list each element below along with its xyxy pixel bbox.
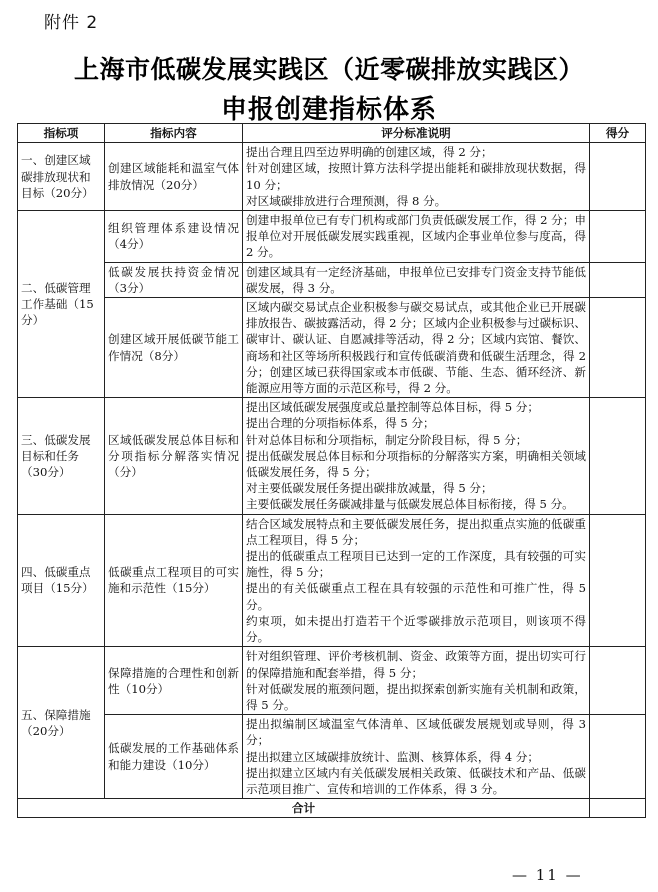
criteria-line: 约束项，如未提出打造若干个近零碳排放示范项目，则该项不得分。 (246, 613, 586, 645)
criteria-line: 针对低碳发展的瓶颈问题，提出拟探索创新实施有关机制和政策，得 5 分。 (246, 681, 586, 712)
page-number: — 11 — (512, 866, 583, 884)
criteria-line: 创建区域具有一定经济基础，申报单位已安排专门资金支持节能低碳发展，得 3 分。 (246, 264, 586, 295)
criteria-line: 提出区域低碳发展强度或总量控制等总体目标，得 5 分； (246, 400, 539, 415)
criteria-cell (243, 211, 590, 263)
score-cell[interactable] (590, 398, 646, 514)
criteria-cell (243, 143, 590, 211)
category-cell: 五、保障措施（20分） (18, 647, 105, 799)
score-cell[interactable] (590, 298, 646, 398)
table-row (18, 514, 646, 647)
table-row (18, 298, 646, 398)
criteria-line: 提出合理的分项指标体系，得 5 分； (246, 416, 435, 431)
score-cell[interactable] (590, 211, 646, 263)
criteria-line: 提出的有关低碳重点工程在具有较强的示范性和可推广性，得 5 分。 (246, 581, 586, 612)
category-cell: 三、低碳发展目标和任务（30分） (18, 398, 105, 514)
criteria-line: 提出拟建立区域碳排放统计、监测、核算体系，得 4 分； (246, 749, 539, 764)
table-row (18, 211, 646, 263)
criteria-line: 区域内碳交易试点企业积极参与碳交易试点，或其他企业已开展碳排放报告、碳披露活动，得 2 分；区域内企业积极参与过碳标识、碳审计、碳认证、自愿减排等活动，得 2 分；区域内宾馆、餐饮、商场和社区等场所积极践行和宣传低碳消费和低碳生活理念，得 2 分；创建区域已获得国家或本市低碳、节能、生态、循环经济、新能源应用等方面的示范区称号，得 2 分。 (246, 300, 586, 396)
total-label: 合计 (18, 799, 590, 818)
table-header-row (18, 124, 646, 143)
score-cell[interactable] (590, 647, 646, 715)
criteria-line: 针对组织管理、评价考核机制、资金、政策等方面，提出切实可行的保障措施和配套举措，得 5 分； (246, 649, 586, 680)
category-cell: 二、低碳管理工作基础（15分） (18, 211, 105, 398)
table-row (18, 715, 646, 799)
score-cell[interactable] (590, 514, 646, 647)
criteria-cell (243, 647, 590, 715)
criteria-line: 提出合理且四至边界明确的创建区域，得 2 分； (246, 145, 493, 160)
table-body (18, 143, 646, 799)
score-cell[interactable] (590, 715, 646, 799)
score-cell[interactable] (590, 262, 646, 297)
header-content: 指标内容 (105, 124, 243, 143)
content-cell: 保障措施的合理性和创新性（10分） (105, 647, 243, 715)
criteria-cell (243, 398, 590, 514)
header-criteria: 评分标准说明 (243, 124, 590, 143)
document-subtitle: 申报创建指标体系 (220, 95, 437, 125)
document-title: 上海市低碳发展实践区（近零碳排放实践区） (73, 55, 584, 84)
header-score: 得分 (590, 124, 646, 143)
criteria-line: 对主要低碳发展任务提出碳排放减量，得 5 分； (246, 481, 493, 496)
table-row (18, 647, 646, 715)
criteria-line: 结合区域发展特点和主要低碳发展任务，提出拟重点实施的低碳重点工程项目，得 5 分； (246, 516, 586, 547)
category-cell: 四、低碳重点项目（15分） (18, 514, 105, 647)
criteria-line: 提出的低碳重点工程项目已达到一定的工作深度，具有较强的可实施性，得 5 分； (246, 549, 586, 580)
table-row (18, 262, 646, 297)
score-cell[interactable] (590, 143, 646, 211)
criteria-line: 提出低碳发展总体目标和分项指标的分解落实方案，明确相关领域低碳发展任务，得 5 分； (246, 448, 586, 480)
criteria-line: 主要低碳发展任务碳减排量与低碳发展总体目标衔接，得 5 分。 (246, 497, 574, 512)
content-cell: 低碳发展的工作基础体系和能力建设（10分） (105, 715, 243, 799)
criteria-line: 创建申报单位已有专门机构或部门负责低碳发展工作，得 2 分；申报单位对开展低碳发展实践重视，区域内企事业单位参与度高，得 2 分。 (246, 213, 586, 260)
content-cell: 低碳发展扶持资金情况（3分） (105, 262, 243, 297)
indicator-table (17, 123, 646, 818)
content-cell: 区域低碳发展总体目标和分项指标分解落实情况（分） (105, 398, 243, 514)
table-row (18, 143, 646, 211)
criteria-cell (243, 715, 590, 799)
annex-label: 附件 2 (44, 13, 99, 33)
criteria-cell (243, 514, 590, 647)
criteria-cell (243, 262, 590, 297)
table-row (18, 398, 646, 514)
content-cell: 创建区域开展低碳节能工作情况（8分） (105, 298, 243, 398)
content-cell: 低碳重点工程项目的可实施和示范性（15分） (105, 514, 243, 647)
content-cell: 创建区域能耗和温室气体排放情况（20分） (105, 143, 243, 211)
criteria-line: 提出拟建立区域内有关低碳发展相关政策、低碳技术和产品、低碳示范项目推广、宣传和培训的工作体系，得 3 分。 (246, 765, 586, 796)
criteria-line: 提出拟编制区域温室气体清单、区域低碳发展规划或导则，得 3 分； (246, 717, 586, 748)
total-row (18, 799, 646, 818)
criteria-cell (243, 298, 590, 398)
category-cell: 一、创建区域碳排放现状和目标（20分） (18, 143, 105, 211)
criteria-line: 对区域碳排放进行合理预测，得 8 分。 (246, 193, 447, 208)
header-category: 指标项 (18, 124, 105, 143)
criteria-line: 针对总体目标和分项指标，制定分阶段目标，得 5 分； (246, 432, 528, 447)
total-score-cell (590, 799, 646, 818)
criteria-line: 针对创建区域，按照计算方法科学提出能耗和碳排放现状数据，得 10 分； (246, 161, 586, 192)
content-cell: 组织管理体系建设情况（4分） (105, 211, 243, 263)
